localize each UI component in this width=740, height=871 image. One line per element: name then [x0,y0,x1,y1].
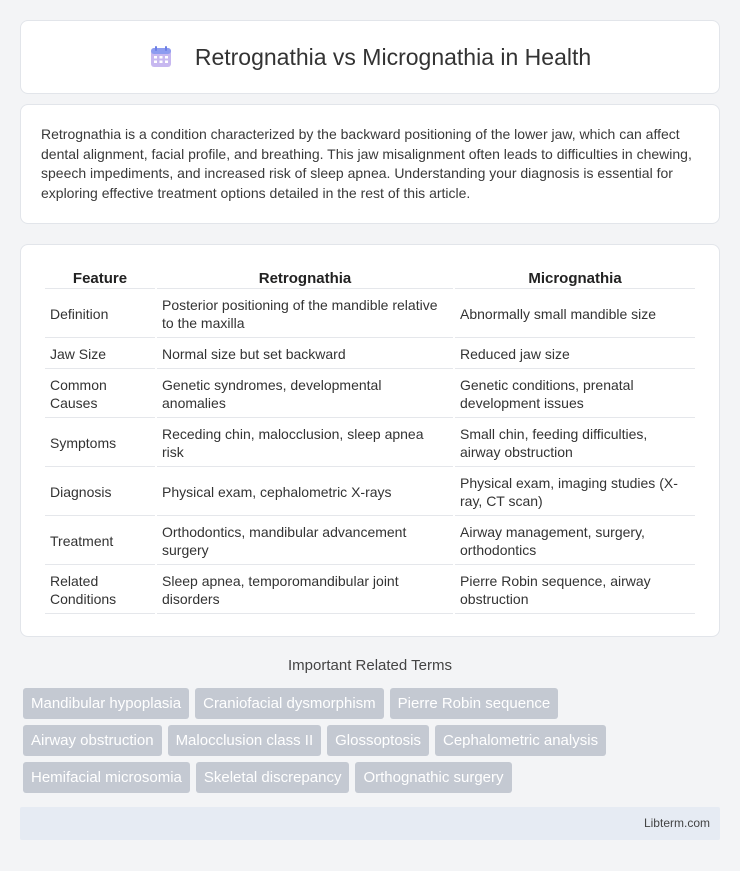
term-tag[interactable]: Mandibular hypoplasia [23,688,189,719]
comparison-table [43,265,697,616]
header-card [20,20,720,94]
term-tag[interactable]: Glossoptosis [327,725,429,756]
term-tag[interactable]: Skeletal discrepancy [196,762,350,793]
term-tag[interactable]: Craniofacial dysmorphism [195,688,384,719]
table-cell: Physical exam, imaging studies (X-ray, CT scan) [455,469,695,516]
calendar-icon [149,45,173,69]
column-header: Feature [45,267,155,289]
term-tag[interactable]: Orthognathic surgery [355,762,511,793]
table-row [45,567,695,614]
footer [20,807,720,840]
tag-row [23,688,723,719]
page-title: Retrognathia vs Micrognathia in Health [194,43,592,70]
table-cell: Definition [45,291,155,338]
column-header: Micrognathia [455,267,695,289]
term-tag[interactable]: Airway obstruction [23,725,162,756]
table-cell: Reduced jaw size [455,340,695,369]
term-tag[interactable]: Pierre Robin sequence [390,688,559,719]
comparison-table-card [20,244,720,637]
term-tag[interactable]: Cephalometric analysis [435,725,606,756]
table-row [45,371,695,418]
table-cell: Abnormally small mandible size [455,291,695,338]
table-cell: Pierre Robin sequence, airway obstruction [455,567,695,614]
table-cell: Diagnosis [45,469,155,516]
table-header-row [45,267,695,289]
table-row [45,291,695,338]
table-cell: Small chin, feeding difficulties, airway obstruction [455,420,695,467]
table-cell: Orthodontics, mandibular advancement surgery [157,518,453,565]
intro-text: Retrognathia is a condition characterized by the backward positioning of the lower jaw, which can affect dental alignment, facial profile, and breathing. This jaw misalignment often leads to difficulties in chewing, speech impediments, and increased risk of sleep apnea. Understanding your diagnosis is essential for exploring effective treatment options detailed in the rest of this article. [41,126,692,201]
related-terms-title: Important Related Terms [288,657,452,674]
table-row [45,469,695,516]
table-cell: Related Conditions [45,567,155,614]
table-cell: Genetic conditions, prenatal development issues [455,371,695,418]
footer-link[interactable]: Libterm.com [643,816,710,830]
table-row [45,518,695,565]
table-row [45,340,695,369]
table-cell: Jaw Size [45,340,155,369]
table-cell: Normal size but set backward [157,340,453,369]
table-cell: Symptoms [45,420,155,467]
table-cell: Airway management, surgery, orthodontics [455,518,695,565]
table-cell: Common Causes [45,371,155,418]
table-cell: Receding chin, malocclusion, sleep apnea risk [157,420,453,467]
table-cell: Treatment [45,518,155,565]
table-cell: Sleep apnea, temporomandibular joint disorders [157,567,453,614]
term-tag[interactable]: Malocclusion class II [168,725,322,756]
column-header: Retrognathia [157,267,453,289]
table-row [45,420,695,467]
term-tag[interactable]: Hemifacial microsomia [23,762,190,793]
table-cell: Posterior positioning of the mandible relative to the maxilla [157,291,453,338]
table-cell: Physical exam, cephalometric X-rays [157,469,453,516]
related-terms [23,688,723,799]
table-cell: Genetic syndromes, developmental anomalies [157,371,453,418]
tag-row [23,762,723,793]
tag-row [23,725,723,756]
intro-card [20,104,720,224]
